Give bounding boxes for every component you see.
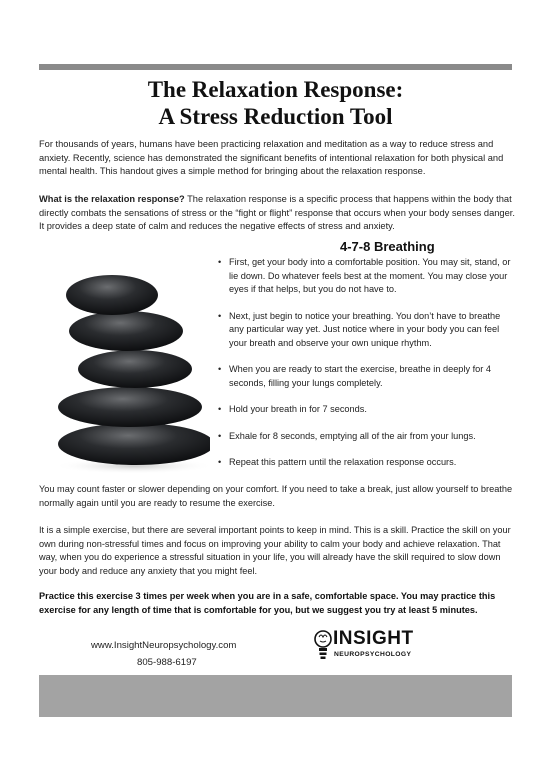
- lightbulb-brain-icon: [314, 626, 332, 666]
- question-label: What is the relaxation response?: [39, 194, 185, 204]
- stone-bottom: [58, 423, 210, 465]
- logo-wordmark: INSIGHT: [333, 628, 414, 649]
- step-item: • Next, just begin to notice your breathing. You don’t have to breathe any particular way yet. Just notice where in your body you can feel your breath and observe your own unique rhythm.: [218, 310, 501, 348]
- stone-3: [78, 350, 192, 388]
- bullet-icon: •: [218, 430, 222, 441]
- intro-paragraph: For thousands of years, humans have been practicing relaxation and meditation as a way to reduce stress and anxiety. Recently, science has demonstrated the significant benefits of intentional relaxation for both physical and mental health. This handout gives a simple method for bringing about the relaxation response.: [39, 139, 504, 176]
- footer-website: www.InsightNeuropsychology.com: [91, 640, 237, 651]
- question-text: The relaxation response is a specific process that happens within the body that directly combats the sensations of stress or the “fight or flight” response that occurs when your body senses danger. It provides a deep state of calm and reduces the negative effects of stress and anxiety.: [39, 194, 515, 231]
- practice-paragraph: Practice this exercise 3 times per week when you are in a safe, comfortable space. You may practice this exercise for any length of time that is comfortable for you, but we suggest you try at least 5 minutes.: [39, 591, 496, 615]
- bullet-icon: •: [218, 310, 222, 321]
- page-title: [39, 76, 512, 130]
- pace-paragraph: You may count faster or slower depending on your comfort. If you need to take a break, just allow yourself to breathe normally again until you are ready to resume the exercise.: [39, 484, 513, 508]
- relaxation-question-paragraph: [39, 193, 519, 234]
- stone-top: [66, 275, 158, 315]
- title-line-2: A Stress Reduction Tool: [158, 104, 393, 129]
- footer-phone: 805-988-6197: [137, 657, 197, 668]
- step-item: • Hold your breath in for 7 seconds.: [218, 403, 516, 417]
- bullet-icon: •: [218, 257, 222, 267]
- header-divider-bar: [39, 64, 512, 70]
- step-item: • Repeat this pattern until the relaxation response occurs.: [218, 456, 516, 470]
- title-line-1: The Relaxation Response:: [147, 77, 404, 102]
- bullet-icon: •: [218, 404, 222, 414]
- stacked-stones-image: [38, 258, 210, 478]
- bullet-icon: •: [218, 457, 222, 467]
- step-item: • When you are ready to start the exercise, breathe in deeply for 4 seconds, filling your lungs completely.: [218, 364, 491, 388]
- section-heading-478: 4-7-8 Breathing: [340, 239, 435, 254]
- footer-bar: [39, 675, 512, 717]
- step-item: • Exhale for 8 seconds, emptying all of the air from your lungs.: [218, 430, 516, 444]
- breathing-steps-list: [218, 256, 516, 470]
- stone-2: [69, 311, 183, 351]
- skill-paragraph: It is a simple exercise, but there are several important points to keep in mind. This is a skill. Practice the skill on your own during non-stressful times and focus on improving your ability to calm your body and achieve relaxation. That way, when you do experience a stressful situation in your life, you will already have the skill required to slow down your body and reduce any anxiety that you might feel.: [39, 525, 511, 576]
- stone-4: [58, 387, 202, 427]
- bullet-icon: •: [218, 364, 222, 374]
- logo-subtitle: NEUROPSYCHOLOGY: [334, 651, 412, 658]
- step-item: • First, get your body into a comfortable position. You may sit, stand, or lie down. Do whatever feels best at the moment. You may close your eyes if that helps, but you do not have to.: [218, 257, 511, 294]
